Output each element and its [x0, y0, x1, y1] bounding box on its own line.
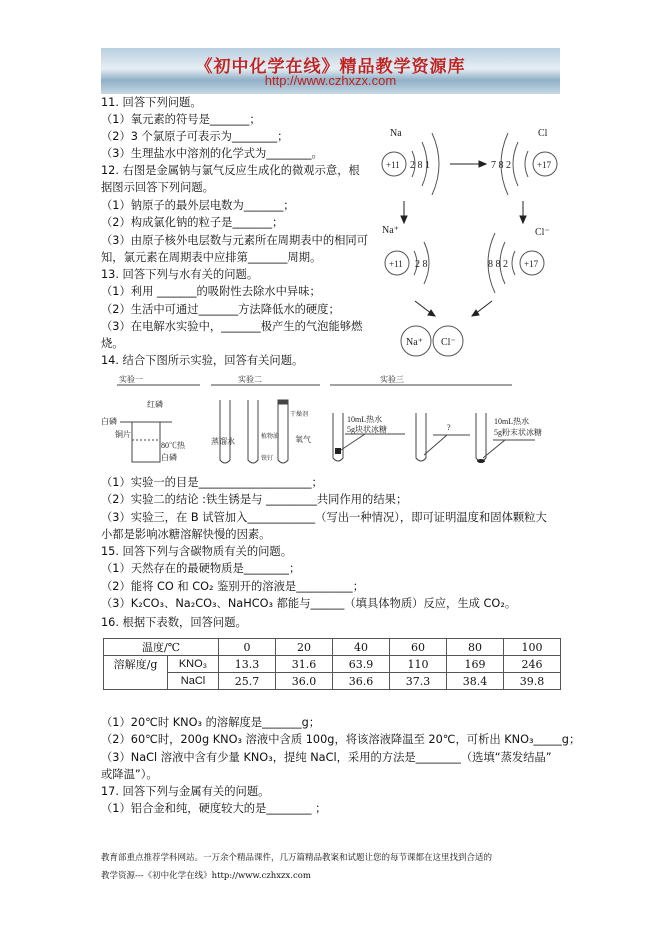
value-cell: 13.3	[219, 656, 276, 673]
na-ion-shells: 2 8	[415, 259, 428, 270]
na-ion-nucleus: +11	[389, 259, 403, 269]
exp1-white-phosphorus: 白磷	[101, 417, 117, 426]
exp2-water: 蒸馏水	[211, 437, 235, 446]
temp-header: 温度/℃	[104, 639, 219, 656]
q16-p1: （1）20℃时 KNO₃ 的溶解度是_______g；	[101, 716, 321, 729]
q14-p2: （2）实验二的结论 :铁生锈是与 _________共同作用的结果；	[101, 493, 408, 506]
q11-title: 11. 回答下列问题。	[101, 96, 202, 109]
exp2-drier: 干燥剂	[290, 412, 309, 418]
value-cell: 37.3	[390, 673, 447, 690]
exp2-nail: 铁钉	[261, 456, 274, 462]
exp2-oxygen: 氧气	[295, 435, 311, 444]
banner-url: http://www.czhxzx.com	[264, 73, 397, 88]
q12-p3: （3）由原子核外电层数与元素所在周期表中的相同可	[101, 234, 369, 247]
cl-nucleus: +17	[537, 160, 552, 170]
q13-p2: （2）生活中可通过_______方法降低水的硬度；	[101, 303, 340, 316]
na-shells: 2 8 1	[410, 160, 430, 171]
exp3-b-unknown: ?	[447, 423, 451, 432]
q15-p3: （3）K₂CO₃、Na₂CO₃、NaHCO₃ 都能与______（填具体物质）反应，生成 CO₂。	[101, 597, 517, 610]
exp3-c-sugar: 5g粉末状冰糖	[494, 428, 542, 437]
exp2-oil: 植物油	[261, 434, 280, 440]
table-row	[104, 656, 561, 673]
value-cell: 36.6	[333, 673, 390, 690]
row-name: NaCl	[168, 673, 219, 690]
row-name: KNO₃	[168, 656, 219, 673]
experiments-diagram	[95, 370, 542, 475]
q16-p3b: 或降温”）。	[101, 768, 158, 781]
q15-p2: （2）能将 CO 和 CO₂ 鉴别开的溶液是__________；	[101, 580, 364, 593]
temp-cell: 80	[447, 639, 504, 656]
q13-p3: （3）在电解水实验中，_______极产生的气泡能够燃	[101, 320, 363, 333]
value-cell: 246	[504, 656, 561, 673]
label-cl-ion: Cl⁻	[535, 227, 550, 238]
temp-cell: 40	[333, 639, 390, 656]
q13-title: 13. 回答下列与水有关的问题。	[101, 268, 259, 281]
label-cl: Cl	[538, 128, 548, 139]
exp1-red-phosphorus: 红磷	[147, 400, 163, 409]
q14-title: 14. 结合下图所示实验，回答有关问题。	[101, 354, 304, 367]
q16-title: 16. 根据下表数，回答问题。	[101, 616, 247, 629]
exp3-label: 实验三	[380, 375, 404, 384]
q16-p2: （2）60℃时，200g KNO₃ 溶液中含质 100g，将该溶液降温至 20℃，可析出 KNO₃_____g；	[101, 733, 581, 746]
value-cell: 25.7	[219, 673, 276, 690]
q13-p1: （1）利用 _______的吸附性去除水中异味；	[101, 285, 321, 298]
label-na: Na	[390, 128, 402, 139]
exp3-a-water: 10mL热水	[347, 415, 383, 424]
value-cell: 110	[390, 656, 447, 673]
cl-ion-nucleus: +17	[524, 259, 539, 269]
q14-p1: （1）实验一的目是____________________；	[101, 476, 323, 489]
q12-title: 12. 右图是金属钠与氯气反应生成化的微观示意，根	[101, 164, 360, 177]
temp-cell: 60	[390, 639, 447, 656]
cl-ion-shells: 8 8 2	[488, 259, 508, 270]
q11-p1: （1）氧元素的符号是_______；	[101, 113, 261, 126]
exp1-copper: 铜片	[115, 430, 131, 439]
value-cell: 36.0	[276, 673, 333, 690]
value-cell: 38.4	[447, 673, 504, 690]
temp-cell: 0	[219, 639, 276, 656]
q12-p1: （1）钠原子的最外层电数为_______；	[101, 199, 295, 212]
label-na-ion: Na⁺	[382, 225, 399, 236]
q15-title: 15. 回答下列与含碳物质有关的问题。	[101, 545, 293, 558]
exp1-hot-water: 80℃热	[161, 441, 185, 450]
solubility-header: 溶解度/g	[104, 656, 168, 690]
footer-line2: 教学资源---《初中化学在线》http://www.czhxzx.com	[101, 871, 311, 881]
q11-p3: （3）生理盐水中溶剂的化学式为________。	[101, 147, 323, 160]
cl-shells: 7 8 2	[491, 160, 511, 171]
q12-p2: （2）构成氯化钠的粒子是_______；	[101, 216, 284, 229]
exp2-label: 实验二	[238, 375, 262, 384]
q13-p3b: 烧。	[101, 337, 124, 350]
exp3-c-water: 10mL热水	[494, 417, 530, 426]
na-nucleus: +11	[386, 160, 400, 170]
value-cell: 63.9	[333, 656, 390, 673]
table-row	[104, 673, 561, 690]
header-banner	[101, 48, 560, 94]
q17-title: 17. 回答下列与金属有关的问题。	[101, 785, 270, 798]
exp1-white-phosphorus-2: 白磷	[161, 453, 177, 462]
value-cell: 39.8	[504, 673, 561, 690]
exp3-a-sugar: 5g块状冰糖	[347, 425, 387, 434]
q11-p2: （2）3 个氯原子可表示为________；	[101, 130, 289, 143]
q17-p1: （1）铝合金和纯，硬度较大的是________ ；	[101, 802, 327, 815]
banner-title: 《初中化学在线》精品教学资源库	[195, 57, 466, 77]
footer-line1: 教育部重点推荐学科网站。一万余个精品课件，几万篇精品教案和试题让您的每节课都在这里找到合适的	[101, 853, 493, 863]
temp-cell: 20	[276, 639, 333, 656]
value-cell: 169	[447, 656, 504, 673]
q14-p3: （3）实验三，在 B 试管加入____________（写出一种情况），即可证明温度和固体颗粒大	[101, 511, 547, 524]
sodium-chloride-diagram	[370, 115, 570, 365]
exp1-label: 实验一	[119, 375, 143, 384]
q12-p3b: 知，氯元素在周期表中应排第_______周期。	[101, 251, 322, 264]
q16-p3: （3）NaCl 溶液中含有少量 KNO₃，提纯 NaCl，采用的方法是________（选填“蒸发结晶”	[101, 751, 552, 764]
q15-p1: （1）天然存在的最硬物质是________；	[101, 562, 301, 575]
temp-cell: 100	[504, 639, 561, 656]
pair-na: Na⁺	[406, 337, 423, 348]
q12-title2: 据图示回答下列问题。	[101, 181, 214, 194]
value-cell: 31.6	[276, 656, 333, 673]
pair-cl: Cl⁻	[441, 337, 456, 348]
q14-p3b: 小都是影响冰糖溶解快慢的因素。	[101, 528, 271, 541]
solubility-table	[103, 638, 561, 690]
